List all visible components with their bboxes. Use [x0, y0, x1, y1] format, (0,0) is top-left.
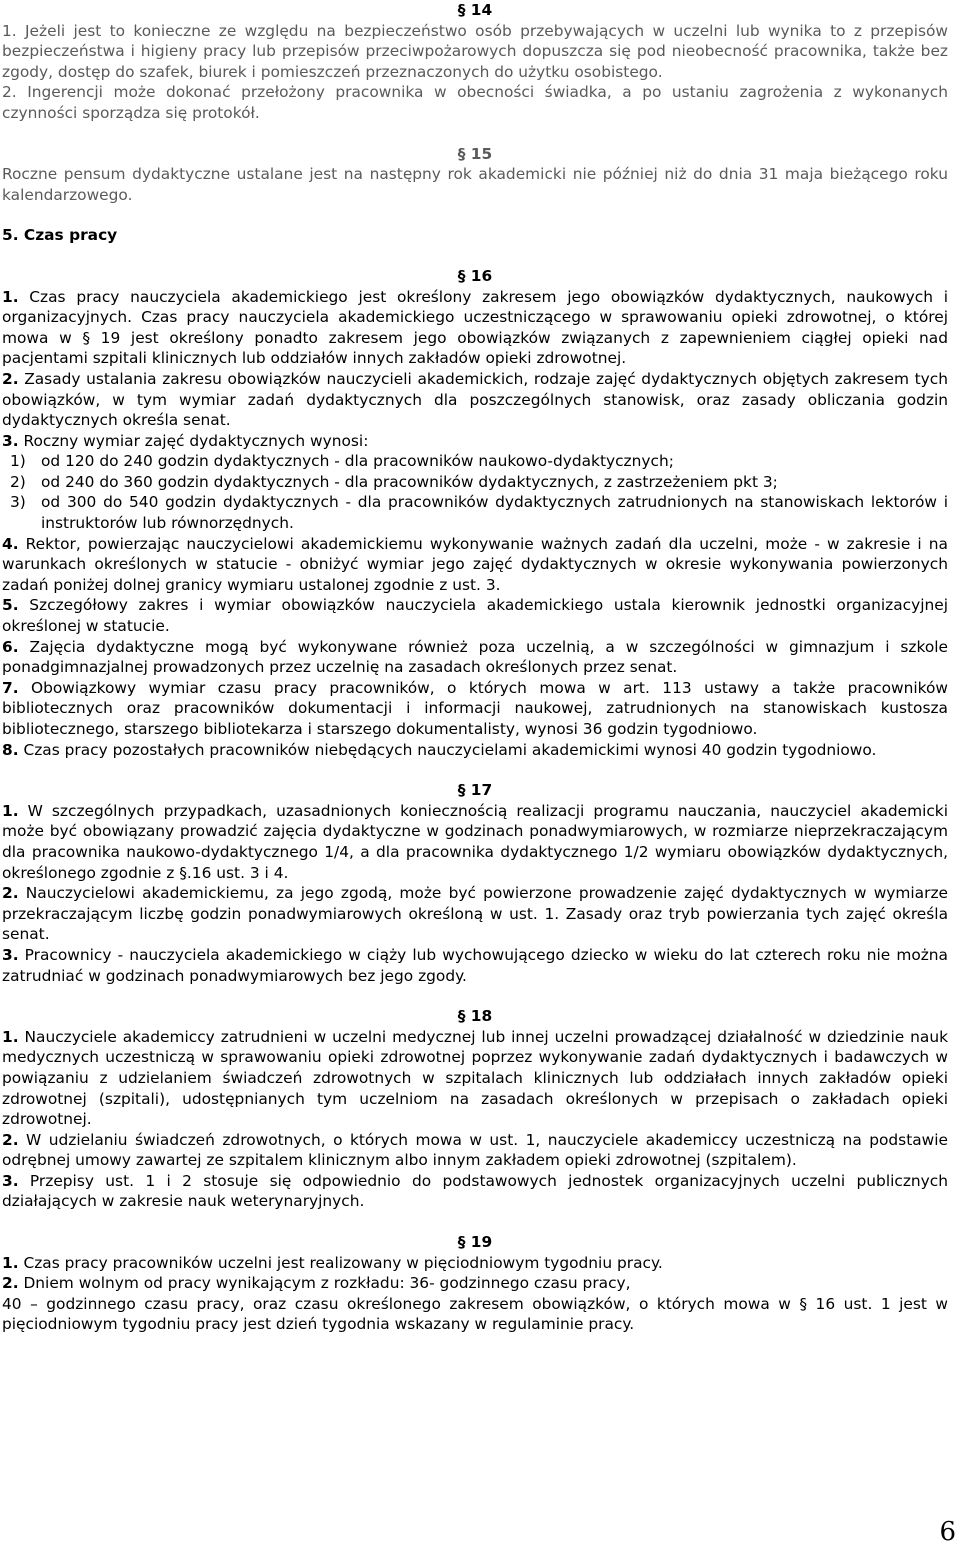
section-heading-14: § 14	[457, 1, 493, 19]
paragraph-16-2	[2, 369, 948, 431]
section-heading-15: § 15	[457, 144, 493, 163]
paragraph-number: 4.	[2, 534, 19, 553]
list-item	[2, 472, 948, 493]
paragraph-16-1	[2, 287, 948, 369]
paragraph-18-3	[2, 1171, 948, 1212]
paragraph-19-1	[2, 1253, 948, 1274]
hours-list	[2, 451, 948, 533]
paragraph-text: W udzielaniu świadczeń zdrowotnych, o których mowa w ust. 1, nauczyciele akademiccy uczestniczą na podstawie odrębnej umowy zawartej ze szpitalem klinicznym albo innym zakładem opieki zdrowotnej (szpitalem).	[2, 1130, 948, 1170]
section-heading-19: § 19	[457, 1233, 493, 1252]
paragraph-text: Przepisy ust. 1 i 2 stosuje się odpowiednio do podstawowych jednostek organizacyjnych uczelni publicznych działających w zakresie nauk weterynaryjnych.	[2, 1171, 948, 1211]
paragraph-19-2	[2, 1273, 948, 1294]
paragraph-number: 3.	[2, 945, 19, 964]
paragraph-17-3	[2, 945, 948, 986]
section-heading-16: § 16	[457, 266, 493, 285]
paragraph-text: Roczny wymiar zajęć dydaktycznych wynosi:	[18, 431, 369, 450]
paragraph-number: 7.	[2, 678, 19, 697]
paragraph-17-2	[2, 883, 948, 945]
paragraph-16-7	[2, 678, 948, 740]
list-item-text: od 300 do 540 godzin dydaktycznych - dla pracowników dydaktycznych zatrudnionych na stanowiskach lektorów i instruktorów lub równorzędnych.	[41, 493, 948, 533]
paragraph-text: Czas pracy pozostałych pracowników niebędących nauczycielami akademickimi wynosi 40 godzin tygodniowo.	[18, 740, 877, 759]
paragraph-text: Czas pracy nauczyciela akademickiego jest określony zakresem jego obowiązków dydaktycznych, naukowych i organizacyjnych. Czas pracy nauczyciela akademickiego uczestniczącego w sprawowaniu opieki zdrowotnej, o której mowa w § 19 jest określony ponadto zakresem jego obowiązków związanych z zapewnieniem ciągłej opieki nad pacjentami szpitali klinicznych lub oddziałów innych zakładów opieki zdrowotnej.	[2, 287, 948, 368]
paragraph-text: Dniem wolnym od pracy wynikającym z rozkładu: 36- godzinnego czasu pracy,	[18, 1274, 631, 1293]
page-number: 6	[939, 1517, 956, 1547]
list-item	[2, 492, 948, 533]
paragraph-number: 1.	[2, 1253, 19, 1272]
paragraph-number: 1.	[2, 287, 19, 306]
paragraph-number: 3.	[2, 1171, 19, 1190]
paragraph-text: Szczegółowy zakres i wymiar obowiązków nauczyciela akademickiego ustala kierownik jednostki organizacyjnej określonej w statucie.	[2, 596, 948, 636]
paragraph-14-1: 1. Jeżeli jest to konieczne ze względu na bezpieczeństwo osób przebywających w uczelni lub wynika to z przepisów bezpieczeństwa i higieny pracy lub przepisów przeciwpożarowych dopuszcza się pod nieobecność pracownika, także bez zgody, dostęp do szafek, biurek i pomieszczeń przeznaczonych do użytku osobistego.	[2, 21, 948, 81]
paragraph-text: Nauczyciele akademiccy zatrudnieni w uczelni medycznej lub innej uczelni prowadzącej działalność w dziedzinie nauk medycznych uczestniczą w sprawowaniu opieki zdrowotnej poprzez wykonywanie zadań dydaktycznych i badawczych w powiązaniu z udzielaniem świadczeń zdrowotnych w szpitalach klinicznych lub oddziałach innych zakładów opieki zdrowotnej (szpitali), udostępnianych tym uczelniom na zasadach określonych w przepisach o zakładach opieki zdrowotnej.	[2, 1027, 948, 1129]
paragraph-number: 1.	[2, 801, 19, 820]
paragraph-19-3: 40 – godzinnego czasu pracy, oraz czasu określonego zakresem obowiązków, o których mowa w § 16 ust. 1 jest w pięciodniowym tygodniu pracy jest dzień tygodnia wskazany w regulaminie pracy.	[2, 1294, 948, 1334]
paragraph-14-2: 2. Ingerencji może dokonać przełożony pracownika w obecności świadka, a po ustaniu zagrożenia z wykonanych czynności sporządza się protokół.	[2, 83, 948, 122]
paragraph-16-3	[2, 431, 948, 452]
list-item-number: 3)	[10, 493, 26, 512]
paragraph-number: 2.	[2, 1130, 19, 1149]
paragraph-number: 2.	[2, 369, 19, 388]
paragraph-text: Nauczycielowi akademickiemu, za jego zgodą, może być powierzone prowadzenie zajęć dydaktycznych w wymiarze przekraczającym liczbę godzin ponadwymiarowych określoną w ust. 1. Zasady oraz tryb powierzania tych zajęć określa senat.	[2, 884, 948, 944]
section-heading-18: § 18	[457, 1007, 493, 1026]
paragraph-number: 3.	[2, 431, 19, 450]
section-heading-17: § 17	[457, 781, 493, 800]
paragraph-number: 5.	[2, 596, 19, 615]
paragraph-18-1	[2, 1027, 948, 1130]
paragraph-text: Czas pracy pracowników uczelni jest realizowany w pięciodniowym tygodniu pracy.	[18, 1253, 663, 1272]
paragraph-text: Zajęcia dydaktyczne mogą być wykonywane również poza uczelnią, a w szczególności w gimnazjum i szkole ponadgimnazjalnej prowadzonych przez uczelnię na zasadach określonych przez senat.	[2, 637, 948, 677]
chapter-title: 5. Czas pracy	[2, 226, 118, 245]
paragraph-16-4	[2, 534, 948, 596]
paragraph-number: 1.	[2, 1027, 19, 1046]
paragraph-17-1	[2, 801, 948, 883]
list-item	[2, 451, 948, 472]
paragraph-16-8	[2, 740, 948, 761]
paragraph-text: Obowiązkowy wymiar czasu pracy pracowników, o których mowa w art. 113 ustawy a także pracowników bibliotecznych oraz pracowników dokumentacji i informacji naukowej, zatrudnionych na stanowiskach kustosza bibliotecznego, starszego bibliotekarza i starszego dokumentalisty, wynosi 36 godzin tygodniowo.	[2, 678, 948, 738]
paragraph-text: Zasady ustalania zakresu obowiązków nauczycieli akademickich, rodzaje zajęć dydaktycznych objętych zakresem tych obowiązków, w tym wymiar zadań dydaktycznych dla poszczególnych stanowisk, oraz zasady obliczania godzin dydaktycznych określa senat.	[2, 369, 948, 430]
paragraph-number: 2.	[2, 884, 19, 903]
paragraph-number: 2.	[2, 1274, 19, 1293]
paragraph-number: 6.	[2, 637, 19, 656]
paragraph-18-2	[2, 1130, 948, 1171]
paragraph-number: 8.	[2, 740, 19, 759]
paragraph-15: Roczne pensum dydaktyczne ustalane jest na następny rok akademicki nie później niż do dnia 31 maja bieżącego roku kalendarzowego.	[2, 165, 948, 204]
paragraph-text: Rektor, powierzając nauczycielowi akademickiemu wykonywanie ważnych zadań dla uczelni, może - w zakresie i na warunkach określonych w statucie - obniżyć wymiar jego zajęć dydaktycznych w okresie wykonywania powierzonych zadań poniżej dolnej granicy wymiaru ustalonej zgodnie z ust. 3.	[2, 534, 948, 594]
paragraph-16-6	[2, 637, 948, 678]
list-item-number: 1)	[10, 452, 26, 471]
list-item-text: od 240 do 360 godzin dydaktycznych - dla pracowników dydaktycznych, z zastrzeżeniem pkt 3;	[41, 472, 778, 491]
document-page	[2, 0, 948, 1335]
paragraph-16-5	[2, 595, 948, 636]
list-item-number: 2)	[10, 472, 26, 491]
list-item-text: od 120 do 240 godzin dydaktycznych - dla pracowników naukowo-dydaktycznych;	[41, 452, 674, 471]
paragraph-text: Pracownicy - nauczyciela akademickiego w ciąży lub wychowującego dziecko w wieku do lat czterech roku nie można zatrudniać w godzinach ponadwymiarowych bez jego zgody.	[2, 945, 948, 985]
paragraph-text: W szczególnych przypadkach, uzasadnionych koniecznością realizacji programu nauczania, nauczyciel akademicki może być obowiązany prowadzić zajęcia dydaktyczne w godzinach ponadwymiarowych, w rozmiarze nieprzekraczającym dla pracownika naukowo-dydaktycznego 1/4, a dla pracownika dydaktycznego 1/2 wymiaru obowiązków dydaktycznych, określonego zgodnie z §.16 ust. 3 i 4.	[2, 801, 948, 882]
